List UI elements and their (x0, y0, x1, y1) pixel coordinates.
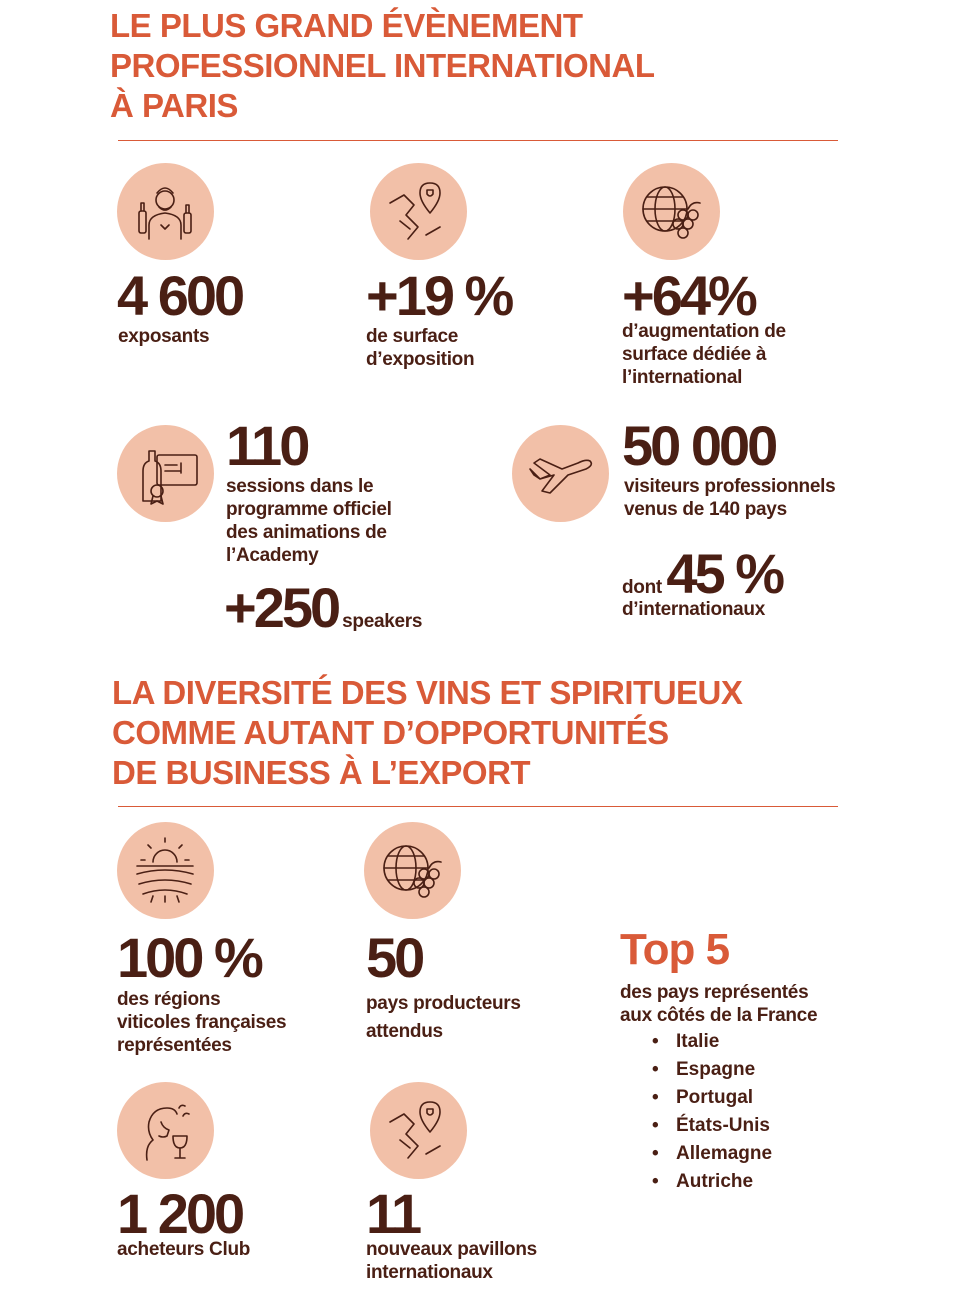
caption-line: d’exposition (366, 349, 475, 370)
bullet: • (652, 1143, 659, 1164)
buyers-value: 1 200 (117, 1182, 243, 1245)
globe-grapes-icon (364, 822, 461, 919)
caption-line: des régions (117, 989, 221, 1010)
caption-line: d’augmentation de (622, 321, 786, 342)
intl-share-value: 45 % (666, 542, 783, 605)
intl-share-caption: d’internationaux (622, 599, 765, 620)
bullet: • (652, 1059, 659, 1080)
caption-line: acheteurs Club (117, 1239, 251, 1260)
list-item (652, 1028, 772, 1056)
visitors-caption (624, 475, 835, 521)
pavilions-caption (366, 1238, 537, 1284)
exhibitors-caption (118, 325, 209, 348)
caption-line: venus de 140 pays (624, 499, 787, 520)
caption-line: aux côtés de la France (620, 1005, 818, 1026)
caption-line: sessions dans le (226, 476, 374, 497)
caption-line: des animations de (226, 522, 387, 543)
country-name: Espagne (676, 1059, 756, 1080)
surface-caption (366, 325, 474, 371)
country-name: Allemagne (676, 1143, 773, 1164)
intl-share-prefix: dont (622, 577, 662, 598)
exhibitors-value: 4 600 (117, 264, 243, 327)
list-item (652, 1056, 772, 1084)
buyers-caption (117, 1238, 250, 1261)
section2-divider (118, 806, 838, 807)
sessions-value: 110 (226, 414, 308, 477)
countries-value: 50 (366, 926, 423, 989)
bullet: • (652, 1087, 659, 1108)
map-pin-icon (370, 1082, 467, 1179)
country-name: États-Unis (676, 1115, 770, 1136)
vineyard-sunset-icon (117, 822, 214, 919)
caption-line: internationaux (366, 1262, 493, 1283)
top5-title: Top 5 (620, 925, 730, 974)
sessions-caption (226, 475, 392, 567)
list-item (652, 1112, 772, 1140)
caption-line: des pays représentés (620, 982, 809, 1003)
country-name: Italie (676, 1031, 720, 1052)
heading-line: LE PLUS GRAND ÉVÈNEMENT (110, 7, 583, 44)
caption-line: programme officiel (226, 499, 392, 520)
country-name: Portugal (676, 1087, 754, 1108)
caption-line: visiteurs professionnels (624, 476, 836, 497)
top5-caption (620, 981, 817, 1027)
speakers-value: +250 (224, 576, 339, 639)
section1-divider (118, 140, 838, 141)
country-name: Autriche (676, 1171, 754, 1192)
intl-share-stat (622, 542, 783, 605)
speakers-stat (224, 576, 423, 639)
caption-line: attendus (366, 1021, 443, 1042)
caption-line: viticoles françaises (117, 1012, 287, 1033)
airplane-icon (512, 425, 609, 522)
visitors-value: 50 000 (622, 414, 776, 477)
caption-line: représentées (117, 1035, 232, 1056)
caption-line: surface dédiée à (622, 344, 767, 365)
caption-line: de surface (366, 326, 459, 347)
sommelier-icon (117, 163, 214, 260)
regions-value: 100 % (117, 926, 261, 989)
top5-list (652, 1028, 772, 1196)
list-item (652, 1140, 772, 1168)
regions-caption (117, 988, 286, 1057)
heading-line: COMME AUTANT D’OPPORTUNITÉS (112, 714, 669, 751)
bullet: • (652, 1031, 659, 1052)
caption-line: pays producteurs (366, 993, 521, 1014)
wine-taster-icon (117, 1082, 214, 1179)
heading-line: À PARIS (110, 87, 238, 124)
list-item (652, 1168, 772, 1196)
heading-line: PROFESSIONNEL INTERNATIONAL (110, 47, 655, 84)
caption-line: nouveaux pavillons (366, 1239, 537, 1260)
heading-line: LA DIVERSITÉ DES VINS ET SPIRITUEUX (112, 674, 743, 711)
speakers-label: speakers (342, 611, 423, 632)
pavilions-value: 11 (366, 1182, 420, 1245)
caption-line: exposants (118, 326, 210, 347)
international-caption (622, 320, 786, 389)
globe-grapes-icon (623, 163, 720, 260)
caption-line: l’Academy (226, 545, 319, 566)
caption-line: l’international (622, 367, 743, 388)
bullet: • (652, 1171, 659, 1192)
heading-line: DE BUSINESS À L’EXPORT (112, 754, 531, 791)
map-pin-icon (370, 163, 467, 260)
surface-value: +19 % (366, 264, 512, 327)
international-value: +64% (622, 264, 755, 327)
countries-caption (366, 990, 521, 1046)
bottle-certificate-icon (117, 425, 214, 522)
bullet: • (652, 1115, 659, 1136)
section1-heading (110, 6, 654, 126)
section2-heading (112, 673, 742, 793)
list-item (652, 1084, 772, 1112)
